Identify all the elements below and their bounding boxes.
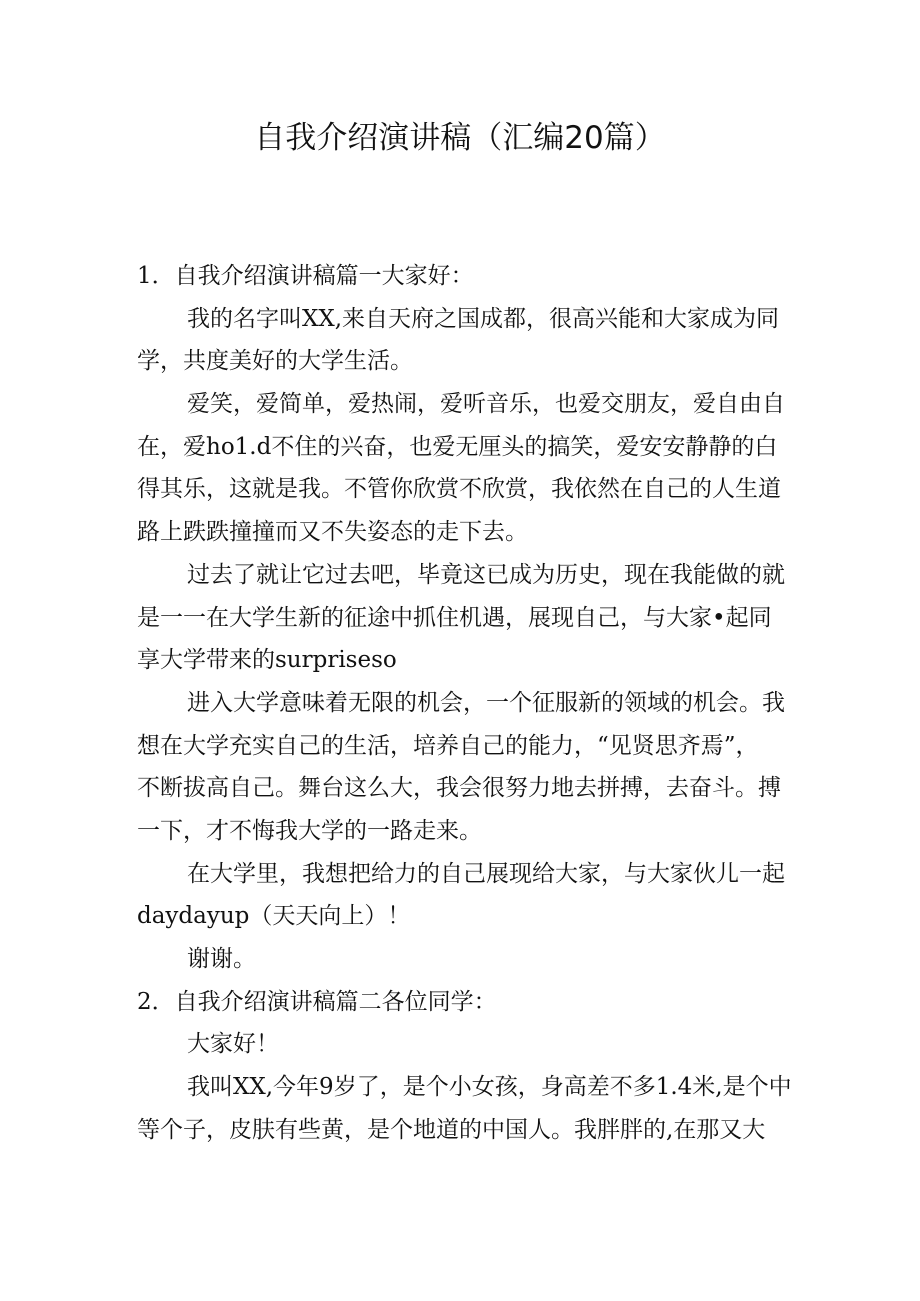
- paragraph-line: 学，共度美好的大学生活。: [137, 348, 413, 375]
- paragraph-line: 我叫XX,今年9岁了，是个小女孩，身高差不多1.4米,是个中: [187, 1074, 792, 1101]
- paragraph-line: 过去了就让它过去吧，毕竟这已成为历史，现在我能做的就: [187, 561, 785, 588]
- paragraph-line: 享大学带来的surpriseso: [137, 647, 397, 674]
- paragraph-line: 路上跌跌撞撞而又不失姿态的走下去。: [137, 519, 528, 546]
- paragraph-line: 等个子，皮肤有些黄，是个地道的中国人。我胖胖的,在那又大: [137, 1116, 766, 1143]
- paragraph-line: 谢谢。: [187, 946, 256, 972]
- document-body: [137, 255, 792, 1151]
- paragraph-line: 我的名字叫XX,来自天府之国成都，很高兴能和大家成为同: [187, 305, 780, 332]
- paragraph-line: 一下，才不悔我大学的一路走来。: [137, 817, 482, 844]
- heading-line: 2．自我介绍演讲稿篇二各位同学：: [137, 988, 497, 1015]
- paragraph-line: 得其乐，这就是我。不管你欣赏不欣赏，我依然在自己的人生道: [137, 476, 781, 503]
- document-title: 自我介绍演讲稿（汇编20篇）: [254, 120, 666, 156]
- paragraph-line: 在，爱ho1.d不住的兴奋，也爱无厘头的搞笑，爱安安静静的白: [137, 433, 778, 460]
- paragraph-line: 大家好！: [187, 1031, 279, 1058]
- paragraph-line: 爱笑，爱简单，爱热闹，爱听音乐，也爱交朋友，爱自由自: [187, 391, 785, 418]
- paragraph-line: daydayup（天天向上）！: [137, 903, 411, 930]
- paragraph-line: 进入大学意味着无限的机会，一个征服新的领域的机会。我: [187, 689, 785, 716]
- paragraph-line: 是一一在大学生新的征途中抓住机遇，展现自己，与大家•起同: [137, 604, 772, 631]
- paragraph-line: 不断拔高自己。舞台这么大，我会很努力地去拼搏，去奋斗。搏: [137, 775, 781, 802]
- heading-line: 1．自我介绍演讲稿篇一大家好：: [137, 263, 474, 289]
- paragraph-line: 在大学里，我想把给力的自己展现给大家，与大家伙儿一起: [187, 860, 785, 887]
- paragraph-line: 想在大学充实自己的生活，培养自己的能力，“见贤思齐焉”，: [137, 732, 759, 759]
